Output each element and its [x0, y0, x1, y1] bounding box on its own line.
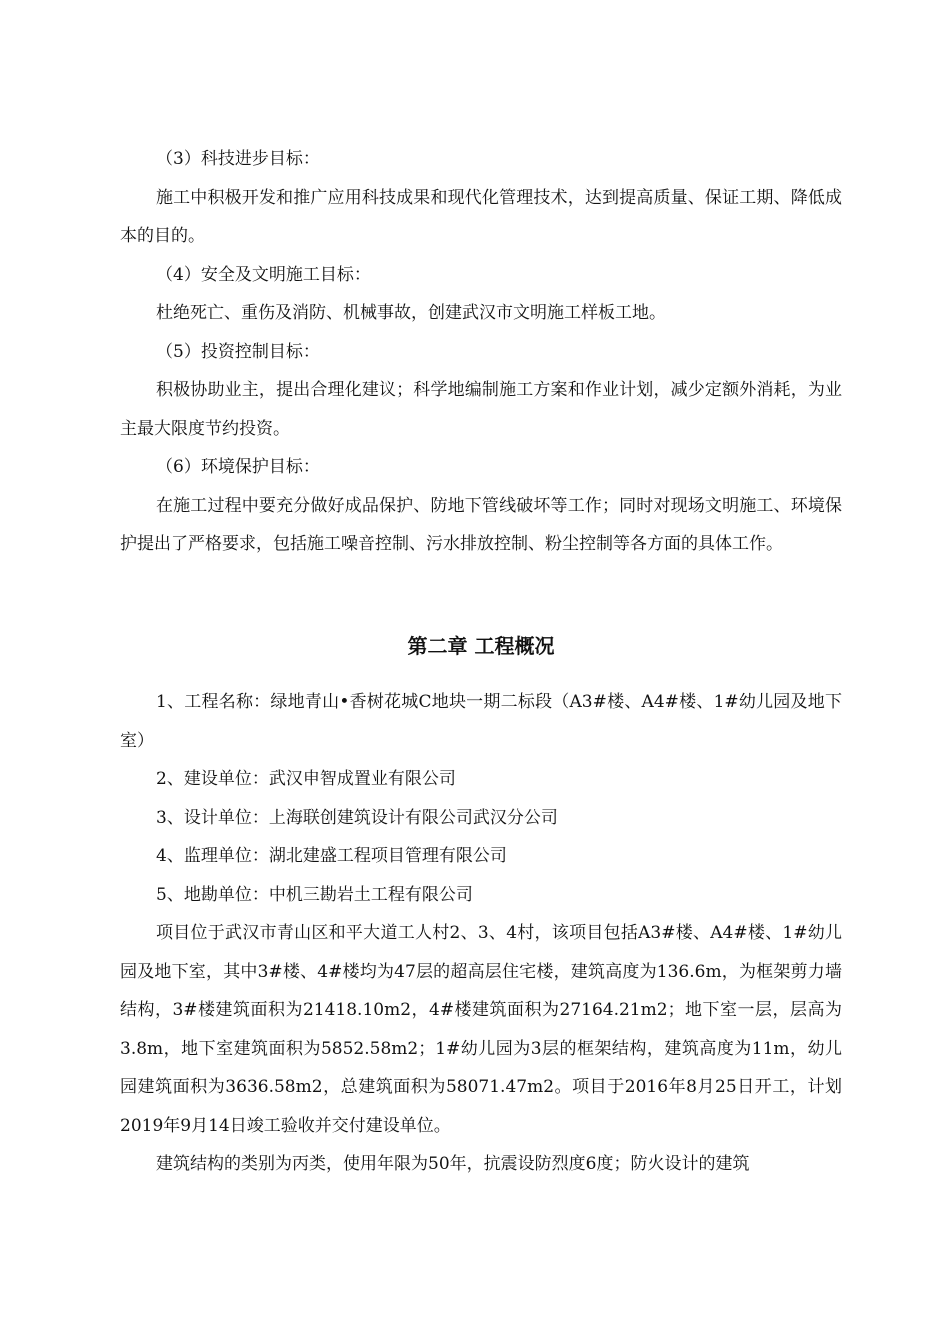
overview-section — [120, 683, 842, 1184]
safety-goal-body: 杜绝死亡、重伤及消防、机械事故，创建武汉市文明施工样板工地。 — [156, 303, 666, 323]
env-goal-title: （6）环境保护目标： — [156, 457, 320, 477]
safety-goal-title: （4）安全及文明施工目标： — [156, 264, 371, 285]
project-description: 项目位于武汉市青山区和平大道工人村2、3、4村，该项目包括A3#楼、A4#楼、1#幼儿园及地下室，其中3#楼、4#楼均为47层的超高层住宅楼，建筑高度为136.6m，为框架剪力墙结构，3#楼建筑面积为21418.10m2，4#楼建筑面积为27164.21m2；地下室一层，层高为3.8m，地下室建筑面积为5852.58m2；1#幼儿园为3层的框架结构，建筑高度为11m，幼儿园建筑面积为3636.58m2，总建筑面积为58071.47m2。项目于2016年8月25日开工，计划2019年9月14日竣工验收并交付建设单位。 — [120, 923, 842, 1136]
overview-item-designer: 3、设计单位：上海联创建筑设计有限公司武汉分公司 — [156, 807, 558, 828]
invest-goal-title: （5）投资控制目标： — [156, 341, 320, 362]
overview-item-supervisor: 4、监理单位：湖北建盛工程项目管理有限公司 — [156, 846, 507, 866]
overview-item-project-name: 1、工程名称：绿地青山•香树花城C地块一期二标段（A3#楼、A4#楼、1#幼儿园及地下室） — [120, 692, 842, 751]
tech-goal-body: 施工中积极开发和推广应用科技成果和现代化管理技术，达到提高质量、保证工期、降低成本的目的。 — [120, 187, 842, 246]
tech-goal-title: （3）科技进步目标： — [156, 149, 320, 169]
structure-description: 建筑结构的类别为丙类，使用年限为50年，抗震设防烈度6度；防火设计的建筑 — [156, 1154, 750, 1174]
overview-item-survey: 5、地勘单位：中机三勘岩土工程有限公司 — [156, 884, 473, 905]
chapter-title: 第二章 工程概况 — [407, 634, 555, 658]
env-goal-body: 在施工过程中要充分做好成品保护、防地下管线破坏等工作；同时对现场文明施工、环境保护提出了严格要求，包括施工噪音控制、污水排放控制、粉尘控制等各方面的具体工作。 — [120, 495, 842, 554]
goals-section — [120, 140, 842, 564]
overview-item-developer: 2、建设单位：武汉申智成置业有限公司 — [156, 769, 456, 789]
invest-goal-body: 积极协助业主，提出合理化建议；科学地编制施工方案和作业计划，减少定额外消耗，为业主最大限度节约投资。 — [120, 380, 842, 439]
